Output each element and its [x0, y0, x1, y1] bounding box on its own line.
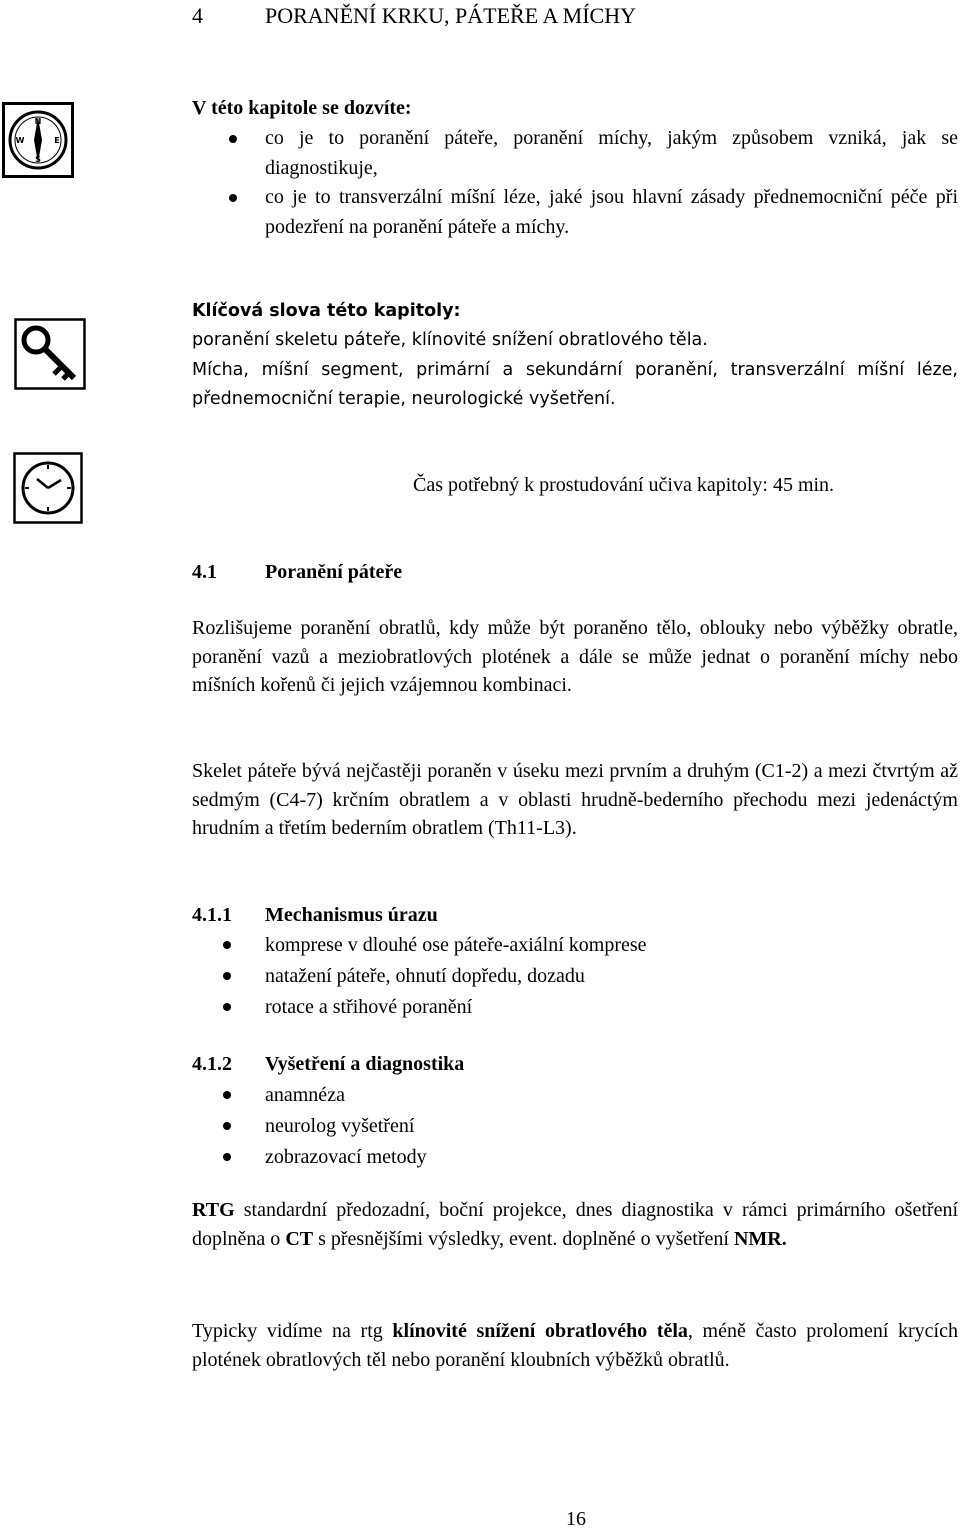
compass-icon	[2, 102, 74, 184]
svg-text:E: E	[54, 136, 60, 145]
chapter-number: 4	[192, 3, 203, 28]
svg-text:W: W	[15, 136, 25, 145]
section-heading-4-1: 4.1 Poranění páteře	[192, 561, 403, 583]
paragraph-typical-findings: Typicky vidíme na rtg klínovité snížení obratlového těla, méně často prolomení krycích plotének obratlových těl nebo poranění kloubních výběžků obratlů.	[192, 1320, 958, 1371]
key-icon	[14, 318, 86, 396]
objectives-list	[192, 124, 958, 242]
list-item: rotace a střihové poranění	[192, 992, 958, 1023]
svg-text:N: N	[34, 117, 42, 126]
clock-icon	[13, 452, 83, 530]
list-item: neurolog vyšetření	[192, 1111, 958, 1142]
list-item: komprese v dlouhé ose páteře-axiální komprese	[192, 930, 958, 961]
section-heading-4-1-1: 4.1.1 Mechanismus úrazu	[192, 904, 438, 926]
section-heading-4-1-2: 4.1.2 Vyšetření a diagnostika	[192, 1053, 465, 1075]
list-item: co je to poranění páteře, poranění míchy, jakým způsobem vzniká, jak se diagnostikuje,	[192, 124, 958, 183]
keywords-heading: Klíčová slova této kapitoly:	[192, 301, 461, 321]
svg-text:S: S	[35, 155, 41, 164]
objectives-heading: V této kapitole se dozvíte:	[192, 97, 412, 119]
paragraph-rtg: RTG standardní předozadní, boční projekce, dnes diagnostika v rámci primárního ošetření doplněna o CT s přesnějšími výsledky, event. doplněné o vyšetření NMR.	[192, 1199, 958, 1250]
chapter-title: PORANĚNÍ KRKU, PÁTEŘE A MÍCHY	[265, 3, 636, 28]
list-item: anamnéza	[192, 1080, 958, 1111]
keywords-line1: poranění skeletu páteře, klínovité snížení obratlového těla.	[192, 330, 708, 350]
diagnostics-list	[192, 1080, 958, 1173]
list-item: zobrazovací metody	[192, 1142, 958, 1173]
paragraph-injury-types: Rozlišujeme poranění obratlů, kdy může být poraněno tělo, oblouky nebo výběžky obratle, poranění vazů a meziobratlových plotének a dále se může jednat o poranění míchy nebo míšních kořenů či jejich vzájemnou kombinaci.	[192, 617, 958, 697]
list-item: co je to transverzální míšní léze, jaké jsou hlavní zásady přednemocniční péče při podezření na poranění páteře a míchy.	[192, 183, 958, 242]
chapter-heading	[192, 2, 636, 30]
list-item: natažení páteře, ohnutí dopředu, dozadu	[192, 961, 958, 992]
mechanism-list	[192, 930, 958, 1023]
study-time: Čas potřebný k prostudování učiva kapitoly: 45 min.	[413, 474, 835, 496]
bullet-icon	[229, 135, 237, 143]
paragraph-injury-locations: Skelet páteře bývá nejčastěji poraněn v úseku mezi prvním a druhým (C1-2) a mezi čtvrtým až sedmým (C4-7) krčním obratlem a v oblasti hrudně-bederního přechodu mezi jedenáctým hrudním a třetím bederním obratlem (Th11-L3).	[192, 760, 958, 840]
keywords-line2: Mícha, míšní segment, primární a sekundární poranění, transverzální míšní léze, přednemocniční terapie, neurologické vyšetření.	[192, 360, 958, 409]
page-number: 16	[566, 1508, 586, 1530]
bullet-icon	[229, 194, 237, 202]
